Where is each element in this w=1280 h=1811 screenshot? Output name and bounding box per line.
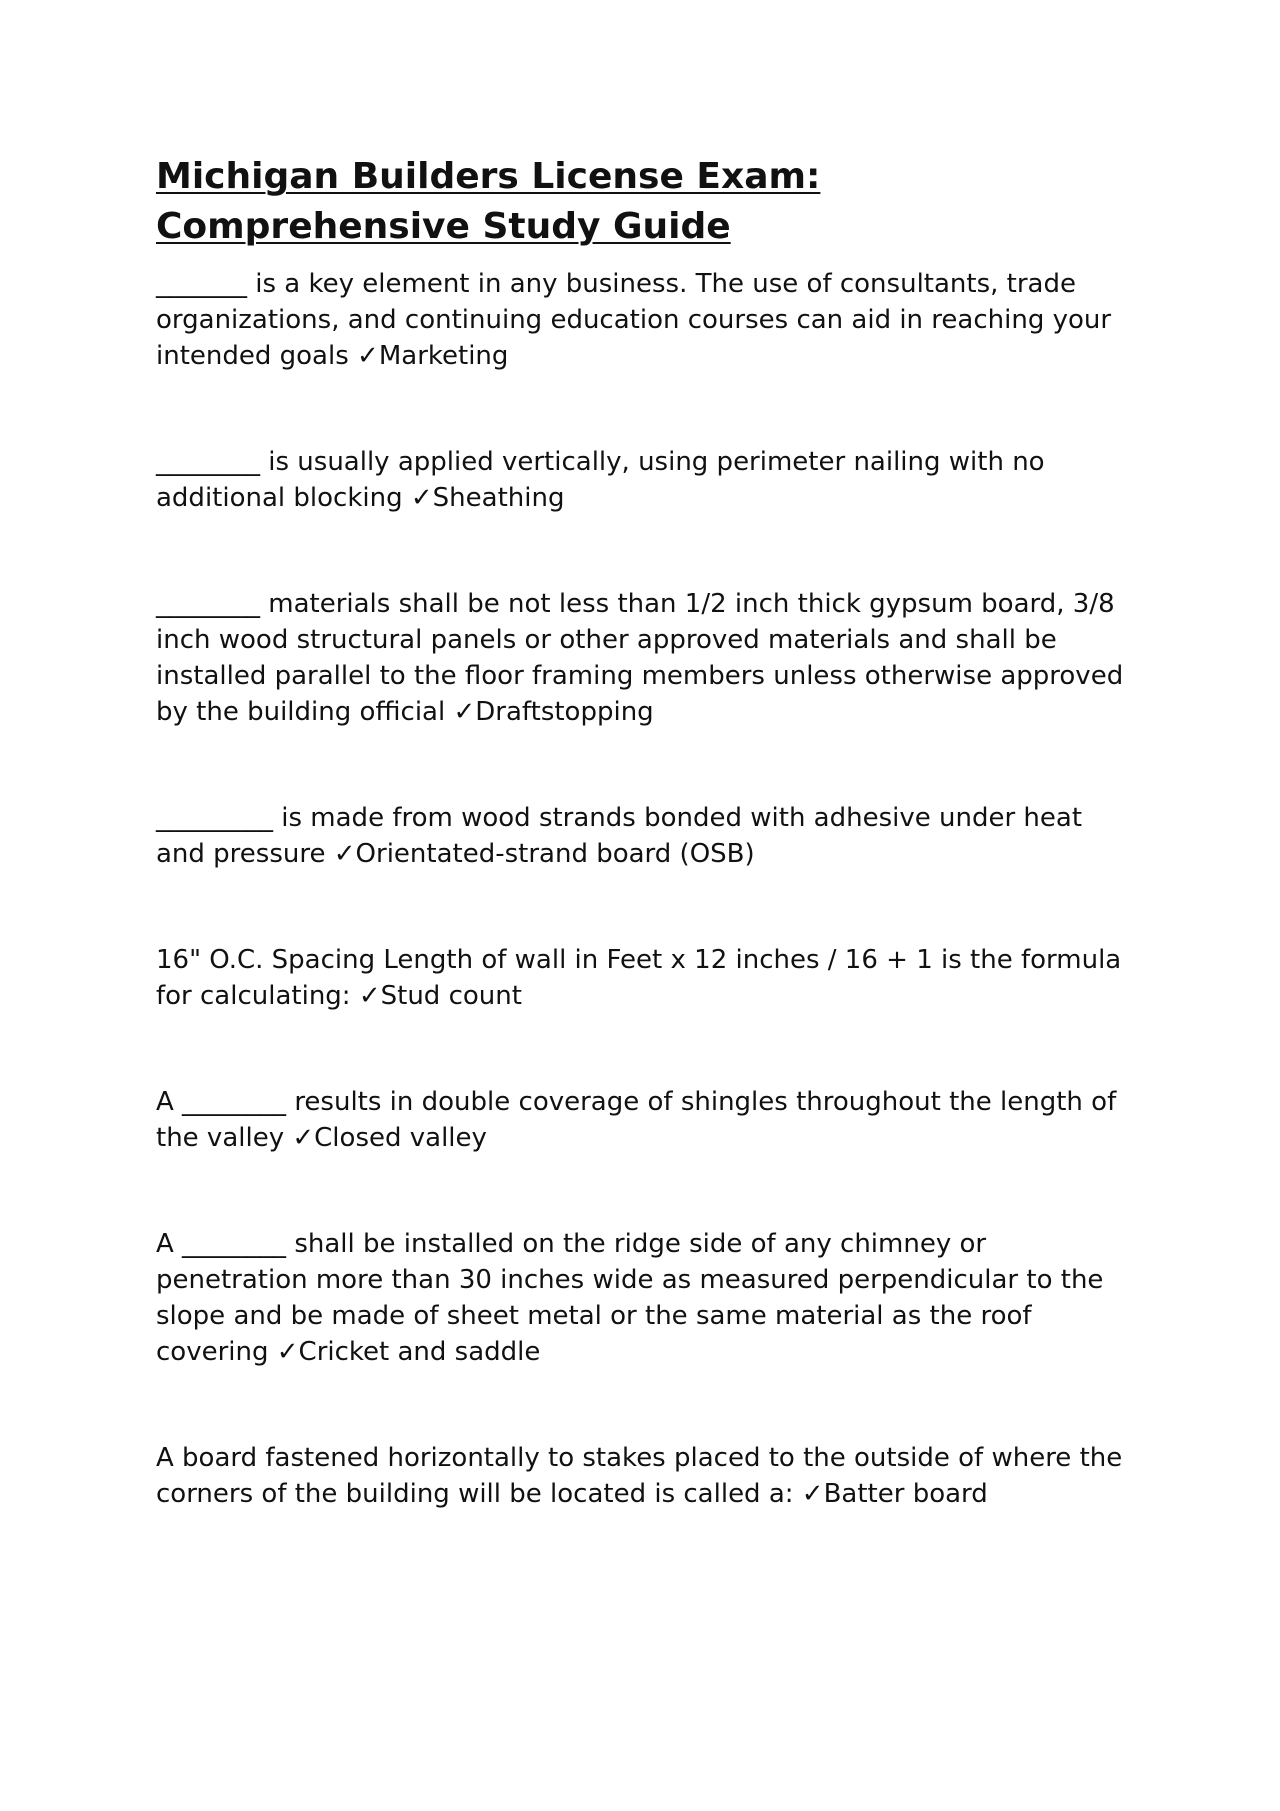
qa-item-stud-count [156, 942, 1136, 1014]
check-mark-icon: ✓ [276, 1337, 299, 1367]
qa-answer-text: Closed valley [314, 1123, 487, 1153]
qa-item-marketing [156, 266, 1136, 374]
qa-answer [292, 1123, 487, 1153]
check-mark-icon: ✓ [333, 839, 356, 869]
check-mark-icon: ✓ [358, 981, 381, 1011]
qa-item-draftstopping [156, 586, 1136, 730]
qa-item-cricket [156, 1226, 1136, 1370]
check-mark-icon: ✓ [292, 1123, 315, 1153]
qa-answer-text: Batter board [823, 1479, 988, 1509]
qa-answer [411, 483, 565, 513]
qa-question: _______ is a key element in any business. The use of consultants, trade organizations, and continuing education courses can aid in reaching your intended goals [156, 269, 1112, 371]
qa-question: A ________ results in double coverage of shingles throughout the length of the valley [156, 1087, 1117, 1153]
document-title: Michigan Builders License Exam: Comprehensive Study Guide [156, 156, 821, 247]
check-mark-icon: ✓ [801, 1479, 824, 1509]
qa-answer-text: Cricket and saddle [298, 1337, 541, 1367]
qa-item-closed-valley [156, 1084, 1136, 1156]
qa-question: A board fastened horizontally to stakes placed to the outside of where the corners of the building will be located is called a: [156, 1443, 1123, 1509]
qa-question: ________ is usually applied vertically, using perimeter nailing with no additional blocking [156, 447, 1045, 513]
qa-item-osb [156, 800, 1136, 872]
check-mark-icon: ✓ [453, 697, 476, 727]
qa-question: ________ materials shall be not less than 1/2 inch thick gypsum board, 3/8 inch wood structural panels or other approved materials and shall be installed parallel to the floor framing members unless otherwise approved by the building official [156, 589, 1124, 727]
qa-answer [359, 981, 522, 1011]
qa-answer [357, 341, 508, 371]
check-mark-icon: ✓ [357, 341, 379, 371]
qa-answer [334, 839, 755, 869]
qa-answer-text: Draftstopping [475, 697, 654, 727]
qa-question: 16" O.C. Spacing Length of wall in Feet x 12 inches / 16 + 1 is the formula for calculating: [156, 945, 1122, 1011]
qa-answer-text: Marketing [378, 341, 509, 371]
qa-answer-text: Orientated-strand board (OSB) [355, 839, 755, 869]
qa-item-sheathing [156, 444, 1136, 516]
qa-answer-text: Stud count [380, 981, 522, 1011]
qa-answer [277, 1337, 541, 1367]
qa-answer-text: Sheathing [432, 483, 565, 513]
check-mark-icon: ✓ [410, 483, 433, 513]
document-content [156, 152, 1136, 1512]
qa-question: A ________ shall be installed on the ridge side of any chimney or penetration more than 30 inches wide as measured perpendicular to the slope and be made of sheet metal or the same material as the roof covering [156, 1229, 1104, 1367]
qa-item-batter-board [156, 1440, 1136, 1512]
qa-answer [802, 1479, 988, 1509]
qa-question: _________ is made from wood strands bonded with adhesive under heat and pressure [156, 803, 1083, 869]
qa-answer [453, 697, 653, 727]
